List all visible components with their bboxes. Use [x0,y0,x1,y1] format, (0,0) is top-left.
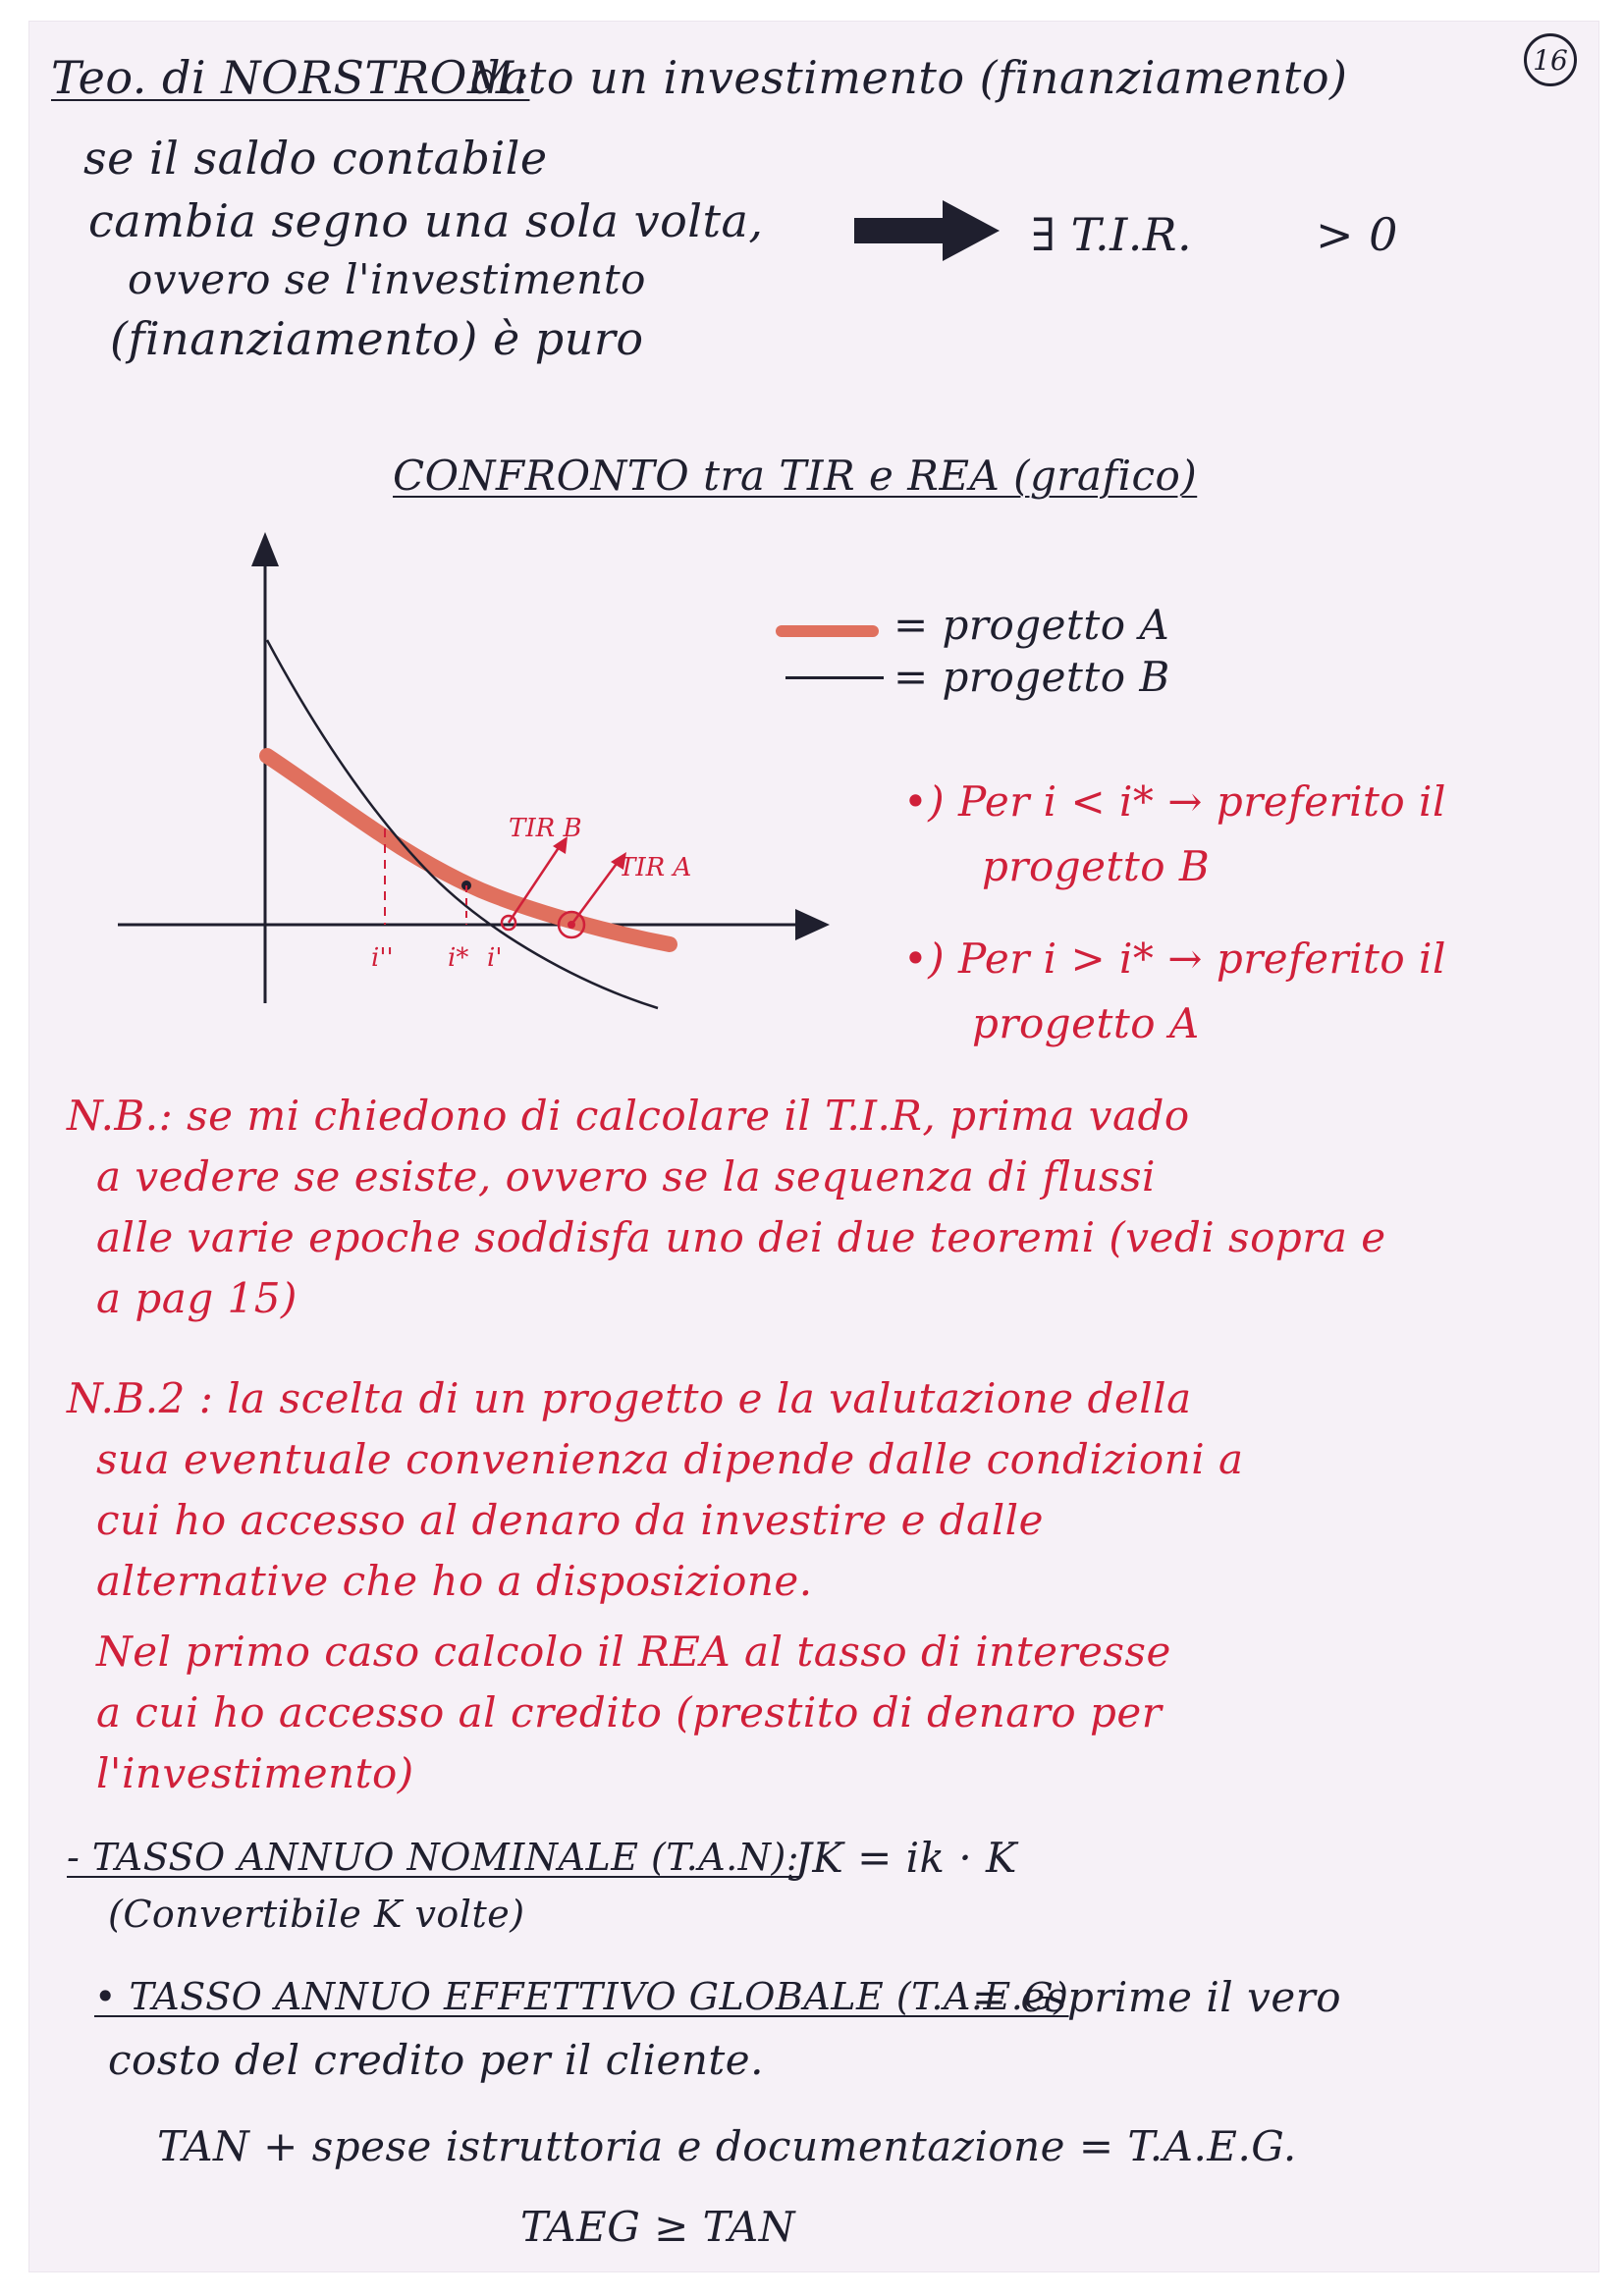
theorem-title: Teo. di NORSTROM: [51,51,530,104]
nb1-line-2: a vedere se esiste, ovvero se la sequenza di flussi [96,1152,1156,1201]
tir-rea-chart [69,512,854,1062]
label-tir-a: TIR A [619,853,692,882]
nb1-line-1: N.B.: se mi chiedono di calcolare il T.I.R, prima vado [67,1092,1190,1140]
chart-heading: CONFRONTO tra TIR e REA (grafico) [393,452,1198,500]
legend-swatch-a [776,625,879,637]
theorem-intro: dato un investimento (finanziamento) [471,51,1348,104]
y-axis-arrow-icon [251,532,279,566]
nb2-line-5: Nel primo caso calcolo il REA al tasso di interesse [96,1628,1171,1676]
tan-label: - TASSO ANNUO NOMINALE (T.A.N): [67,1836,800,1879]
right-arrow-icon [854,196,1001,265]
taeg-equation: TAN + spese istruttoria e documentazione = T.A.E.G. [157,2122,1297,2170]
legend-label-b: = progetto B [893,653,1170,701]
tan-formula: JK = ik · K [795,1834,1017,1882]
nb1-line-4: a pag 15) [96,1274,298,1322]
note-2-line-2: progetto A [972,999,1200,1047]
nb2-line-4: alternative che ho a disposizione. [96,1557,813,1605]
page-number: 16 [1524,33,1577,86]
notebook-page [29,22,1598,2271]
nb2-line-1: N.B.2 : la scelta di un progetto e la valutazione della [67,1374,1192,1422]
note-2-line-1: •) Per i > i* → preferito il [903,934,1446,983]
x-axis-arrow-icon [795,909,830,940]
nb2-line-2: sua eventuale convenienza dipende dalle condizioni a [96,1435,1244,1483]
note-1-line-1: •) Per i < i* → preferito il [903,777,1446,826]
taeg-inequality: TAEG ≥ TAN [520,2203,795,2251]
theorem-line-3: ovvero se l'investimento [128,255,646,303]
label-tir-b: TIR B [509,814,582,843]
label-i-star: i* [448,943,469,973]
label-i-double-prime: i'' [371,943,394,973]
series-progetto-a [267,756,670,944]
label-i-prime: i' [487,943,503,973]
nb1-line-3: alle varie epoche soddisfa uno dei due teoremi (vedi sopra e [96,1213,1386,1261]
nb2-line-7: l'investimento) [96,1749,414,1797]
nb2-line-6: a cui ho accesso al credito (prestito di denaro per [96,1688,1163,1736]
tir-a-pointer [571,861,619,925]
tan-note: (Convertibile K volte) [108,1893,525,1936]
theorem-line-1: se il saldo contabile [83,132,548,185]
theorem-conclusion-tail: > 0 [1316,208,1398,261]
theorem-line-4: (finanziamento) è puro [110,312,644,365]
taeg-desc-2: costo del credito per il cliente. [108,2036,764,2084]
theorem-line-2: cambia segno una sola volta, [88,194,764,247]
taeg-desc: = esprime il vero [972,1973,1342,2021]
taeg-label: • TASSO ANNUO EFFETTIVO GLOBALE (T.A.E.G) [94,1975,1069,2018]
note-1-line-2: progetto B [982,842,1211,890]
nb2-line-3: cui ho accesso al denaro da investire e dalle [96,1496,1044,1544]
legend-label-a: = progetto A [893,601,1170,649]
theorem-conclusion: ∃ T.I.R. [1031,208,1193,261]
legend-swatch-b [785,676,884,679]
